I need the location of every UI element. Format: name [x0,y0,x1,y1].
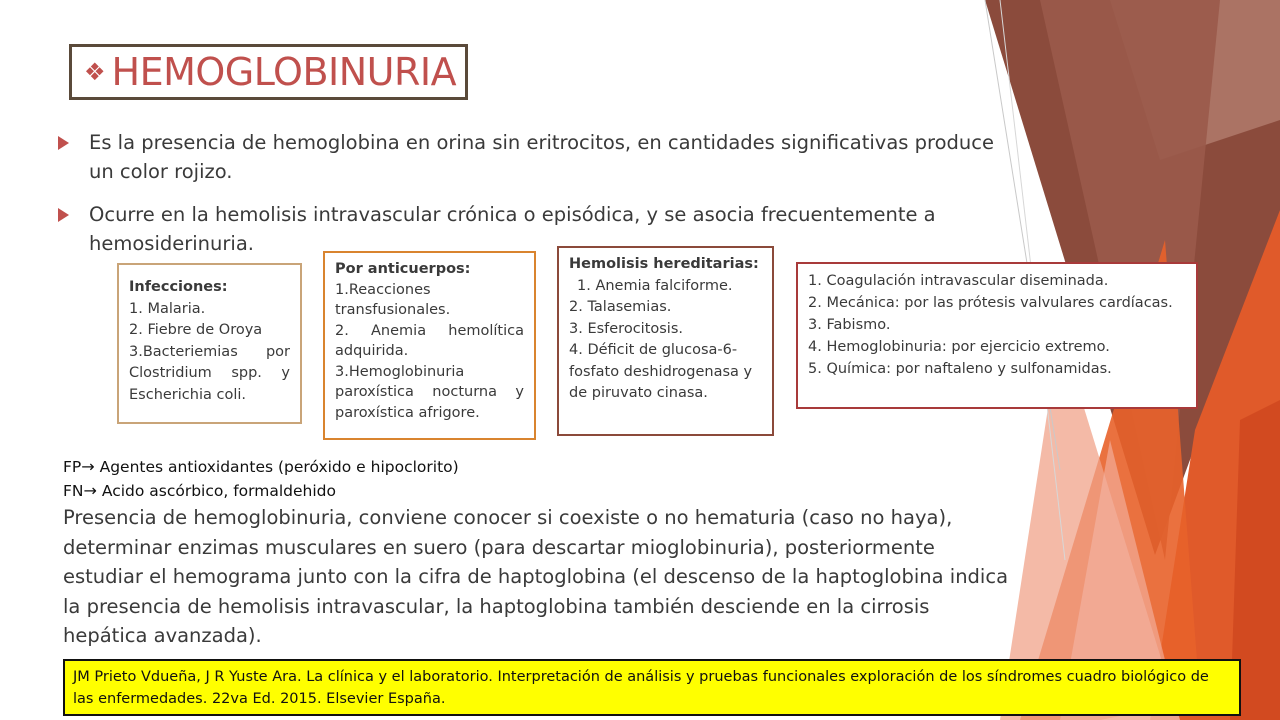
fp-text: Agentes antioxidantes (peróxido e hipoclorito) [99,458,459,476]
anticuerpos-box [323,251,536,440]
triangle-bullet-icon [58,208,69,222]
hereditarias-box [557,246,774,436]
bullet-item [58,128,1018,186]
page-title: HEMOGLOBINURIA [111,50,457,94]
bullet-text: Ocurre en la hemolisis intravascular crónica o episódica, y se asocia frecuentemente a hemosiderinuria. [89,203,936,255]
box-heading: Por anticuerpos: [335,261,471,277]
otras-causas-box [796,262,1198,409]
box-item: 2. Fiebre de Oroya [129,322,263,338]
box-item: 2. Mecánica: por las prótesis valvulares cardíacas. [808,295,1173,311]
triangle-bullet-icon [58,136,69,150]
bullet-item [58,200,1018,258]
summary-paragraph: Presencia de hemoglobinuria, conviene conocer si coexiste o no hematuria (caso no haya), determinar enzimas musculares en suero (para descartar mioglobinuria), posteriormente estudiar el hemograma junto con la cifra de haptoglobina (el descenso de la haptoglobina indica la presencia de hemolisis intravascular, la haptoglobina también desciende en la cirrosis hepática avanzada). [63,506,1009,647]
box-item: 4. Hemoglobinuria: por ejercicio extremo. [808,339,1110,355]
fn-label: FN [63,482,84,500]
box-item: 3.Hemoglobinuria paroxística nocturna y paroxística afrigore. [335,363,524,421]
arrow-right-icon: → [81,457,95,476]
bullet-list [58,128,1018,272]
title-box [69,44,468,100]
arrow-right-icon: → [83,481,97,500]
box-item: 3. Esferocitosis. [569,320,684,337]
box-item: 1. Anemia falciforme. [577,277,733,294]
fn-text: Acido ascórbico, formaldehido [101,482,336,500]
fp-label: FP [63,458,82,476]
box-item: 3. Fabismo. [808,317,891,333]
box-item: 1. Coagulación intravascular diseminada. [808,273,1109,289]
box-item: 1. Malaria. [129,300,206,317]
reference-citation: JM Prieto Vdueña, J R Yuste Ara. La clínica y el laboratorio. Interpretación de análisis y pruebas funcionales exploración de los síndromes cuadro biológico de las enfermedades. 22va Ed. 2015. Elsevier España. [63,659,1241,716]
diamond-bullet-icon: ❖ [84,58,106,86]
box-item: 5. Química: por naftaleno y sulfonamidas. [808,361,1112,377]
box-item: 2. Talasemias. [569,299,672,315]
false-positive-line [63,455,459,479]
box-heading: Infecciones: [129,279,228,295]
false-negative-line [63,479,459,503]
box-item: 3.Bacteriemias por Clostridium spp. y Escherichia coli. [129,343,290,403]
box-heading: Hemolisis hereditarias: [569,256,759,272]
bullet-text: Es la presencia de hemoglobina en orina sin eritrocitos, en cantidades significativas produce un color rojizo. [89,131,994,183]
box-item: 2. Anemia hemolítica adquirida. [335,322,524,359]
false-results [63,455,459,503]
box-item: 4. Déficit de glucosa-6-fosfato deshidrogenasa y de piruvato cinasa. [569,342,753,401]
box-item: 1.Reacciones transfusionales. [335,281,451,318]
infecciones-box [117,263,302,424]
